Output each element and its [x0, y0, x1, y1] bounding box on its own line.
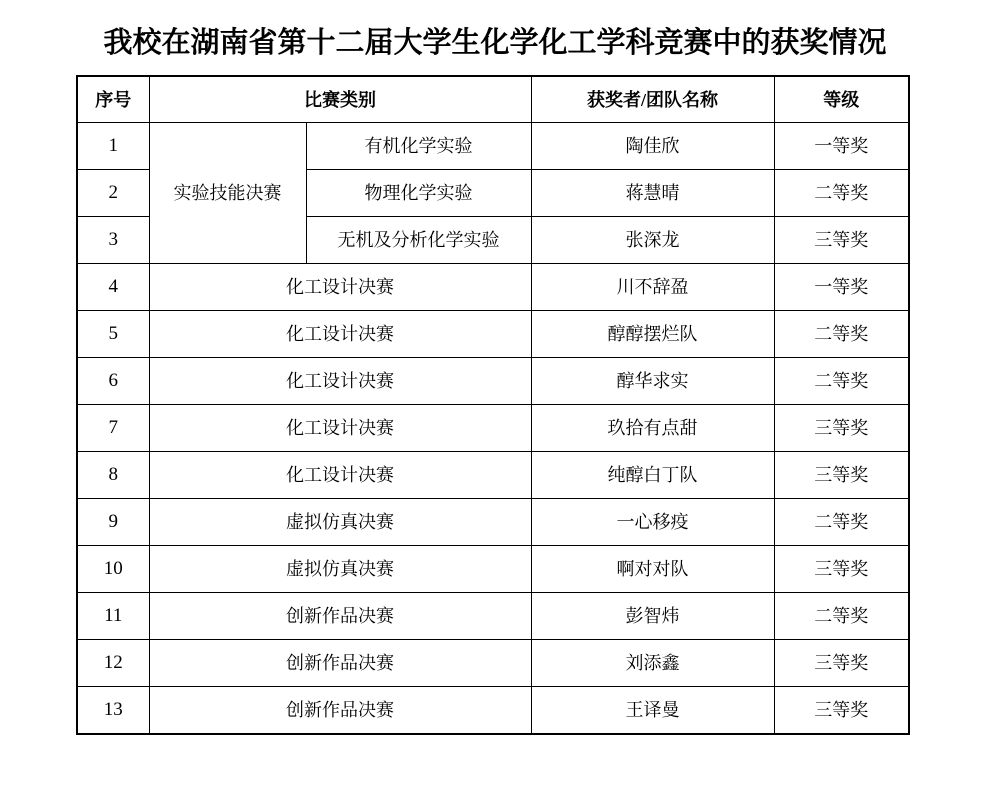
serial-cell: 11	[77, 593, 149, 640]
table-row	[77, 405, 909, 452]
winner-cell: 陶佳欣	[531, 123, 774, 170]
winner-cell: 一心移疫	[531, 499, 774, 546]
serial-cell: 7	[77, 405, 149, 452]
header-award-level: 等级	[774, 76, 909, 123]
table-row	[77, 687, 909, 735]
award-cell: 二等奖	[774, 358, 909, 405]
award-cell: 三等奖	[774, 452, 909, 499]
serial-cell: 5	[77, 311, 149, 358]
award-cell: 二等奖	[774, 499, 909, 546]
award-cell: 三等奖	[774, 546, 909, 593]
serial-cell: 1	[77, 123, 149, 170]
serial-cell: 8	[77, 452, 149, 499]
table-row	[77, 499, 909, 546]
winner-cell: 王译曼	[531, 687, 774, 735]
serial-cell: 12	[77, 640, 149, 687]
subcategory-cell: 物理化学实验	[306, 170, 531, 217]
winner-cell: 纯醇白丁队	[531, 452, 774, 499]
category-cell: 虚拟仿真决赛	[149, 546, 531, 593]
winner-cell: 啊对对队	[531, 546, 774, 593]
table-row	[77, 358, 909, 405]
winner-cell: 醇醇摆烂队	[531, 311, 774, 358]
award-cell: 三等奖	[774, 640, 909, 687]
serial-cell: 2	[77, 170, 149, 217]
award-cell: 一等奖	[774, 264, 909, 311]
table-row	[77, 123, 909, 170]
table-row	[77, 546, 909, 593]
category-cell: 化工设计决赛	[149, 358, 531, 405]
category-cell: 化工设计决赛	[149, 311, 531, 358]
table-row	[77, 264, 909, 311]
category-merged-cell: 实验技能决赛	[149, 123, 306, 264]
category-cell: 虚拟仿真决赛	[149, 499, 531, 546]
award-cell: 三等奖	[774, 687, 909, 735]
document-title: 我校在湖南省第十二届大学生化学化工学科竞赛中的获奖情况	[103, 27, 887, 59]
header-category: 比赛类别	[149, 76, 531, 123]
winner-cell: 蒋慧晴	[531, 170, 774, 217]
award-cell: 二等奖	[774, 170, 909, 217]
winner-cell: 醇华求实	[531, 358, 774, 405]
winner-cell: 刘添鑫	[531, 640, 774, 687]
serial-cell: 13	[77, 687, 149, 735]
header-serial: 序号	[77, 76, 149, 123]
winner-cell: 张深龙	[531, 217, 774, 264]
winner-cell: 彭智炜	[531, 593, 774, 640]
table-row	[77, 640, 909, 687]
category-cell: 化工设计决赛	[149, 264, 531, 311]
table-row	[77, 311, 909, 358]
award-cell: 二等奖	[774, 593, 909, 640]
table-row	[77, 593, 909, 640]
category-cell: 创新作品决赛	[149, 640, 531, 687]
category-cell: 创新作品决赛	[149, 593, 531, 640]
category-cell: 化工设计决赛	[149, 405, 531, 452]
category-cell: 化工设计决赛	[149, 452, 531, 499]
serial-cell: 9	[77, 499, 149, 546]
award-cell: 一等奖	[774, 123, 909, 170]
award-cell: 三等奖	[774, 217, 909, 264]
winner-cell: 玖拾有点甜	[531, 405, 774, 452]
award-cell: 三等奖	[774, 405, 909, 452]
subcategory-cell: 有机化学实验	[306, 123, 531, 170]
header-row	[77, 76, 909, 123]
header-winner-name: 获奖者/团队名称	[531, 76, 774, 123]
awards-table	[76, 75, 910, 735]
winner-cell: 川不辞盈	[531, 264, 774, 311]
award-cell: 二等奖	[774, 311, 909, 358]
table-row	[77, 452, 909, 499]
serial-cell: 3	[77, 217, 149, 264]
category-cell: 创新作品决赛	[149, 687, 531, 735]
serial-cell: 10	[77, 546, 149, 593]
subcategory-cell: 无机及分析化学实验	[306, 217, 531, 264]
serial-cell: 4	[77, 264, 149, 311]
serial-cell: 6	[77, 358, 149, 405]
